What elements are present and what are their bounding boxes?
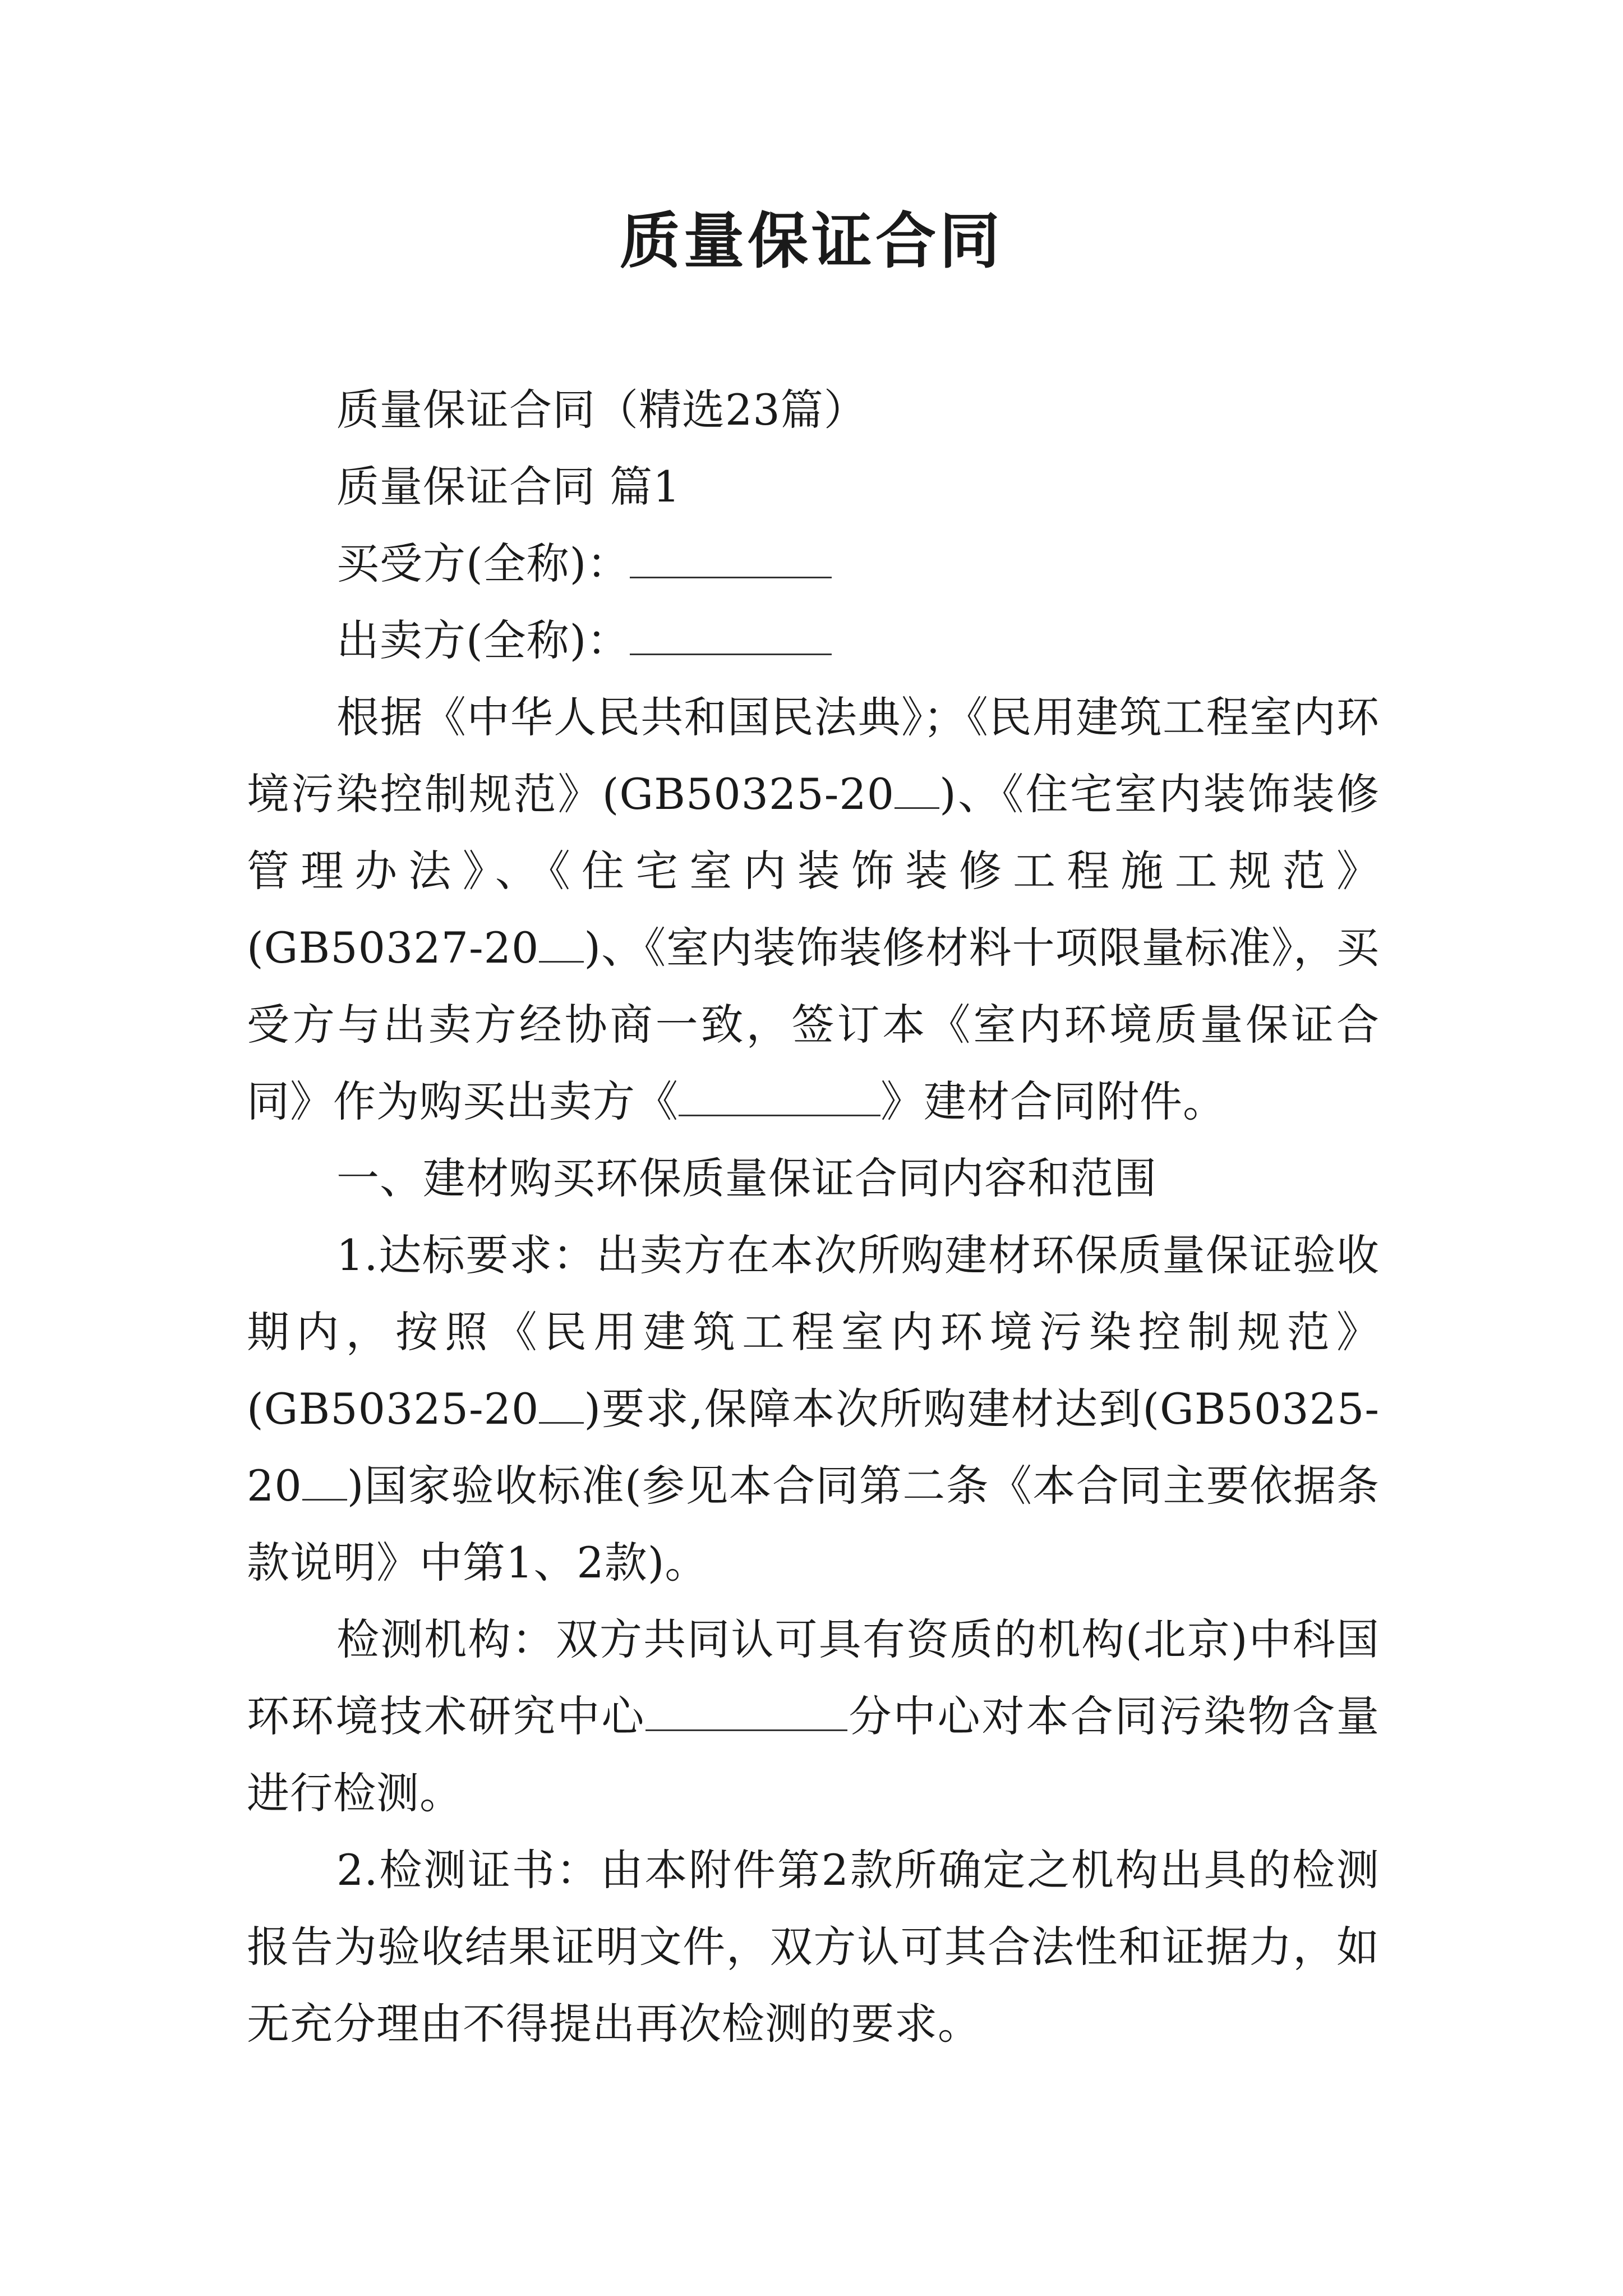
- document-title: 质量保证合同: [619, 206, 1003, 277]
- paragraph-buyer: [247, 525, 1380, 602]
- document-body: [247, 371, 1380, 2062]
- seller-name-blank: [630, 620, 832, 655]
- agency-text-b: 分中心对本合同污染物含量进行检测。: [247, 1691, 1380, 1818]
- paragraph-testing-agency: [247, 1601, 1380, 1832]
- basis-text-c: )、《室内装饰装修材料十项限量标准》，买受方与出卖方经协商一致，签订本《室内环境质量保证合同》作为购买出卖方《: [247, 923, 1380, 1126]
- paragraph-subtitle: 质量保证合同（精选23篇）: [336, 385, 867, 435]
- paragraph-seller: [247, 602, 1380, 679]
- paragraph-requirement: [247, 1217, 1380, 1601]
- requirement-text-b: )要求,保障本次所购建材达到(GB50325-20: [247, 1384, 1380, 1511]
- basis-text-d: 》建材合同附件。: [880, 1076, 1226, 1126]
- paragraph-basis: [247, 679, 1380, 1140]
- requirement-text-a: 1.达标要求：出卖方在本次所购建材环保质量保证验收期内，按照《民用建筑工程室内环境污染控制规范》(GB50325-20: [247, 1230, 1380, 1434]
- paragraph-certificate: 2.检测证书：由本附件第2款所确定之机构出具的检测报告为验收结果证明文件，双方认可其合法性和证据力，如无充分理由不得提出再次检测的要求。: [247, 1845, 1380, 2049]
- basis-text-a: 根据《中华人民共和国民法典》；《民用建筑工程室内环境污染控制规范》(GB50325-20: [247, 692, 1380, 819]
- basis-text-b: )、《住宅室内装饰装修管理办法》、《住宅室内装饰装修工程施工规范》(GB50327-20: [247, 769, 1380, 973]
- agency-text-a: 检测机构：双方共同认可具有资质的机构(北京)中科国环环境技术研究中心: [247, 1614, 1380, 1741]
- year-blank: [539, 1388, 584, 1424]
- paragraph-section-heading: 质量保证合同 篇1: [336, 462, 681, 512]
- buyer-label: 买受方(全称)：: [336, 539, 630, 588]
- buyer-name-blank: [630, 543, 832, 578]
- contract-name-blank: [679, 1081, 880, 1116]
- requirement-text-c: )国家验收标准(参见本合同第二条《本合同主要依据条款说明》中第1、2款)。: [247, 1461, 1380, 1588]
- year-blank: [302, 1465, 347, 1501]
- year-blank: [895, 774, 939, 809]
- year-blank: [539, 927, 584, 963]
- seller-label: 出卖方(全称)：: [336, 615, 630, 665]
- branch-blank: [645, 1696, 847, 1731]
- paragraph-section-one: 一、建材购买环保质量保证合同内容和范围: [336, 1153, 1157, 1203]
